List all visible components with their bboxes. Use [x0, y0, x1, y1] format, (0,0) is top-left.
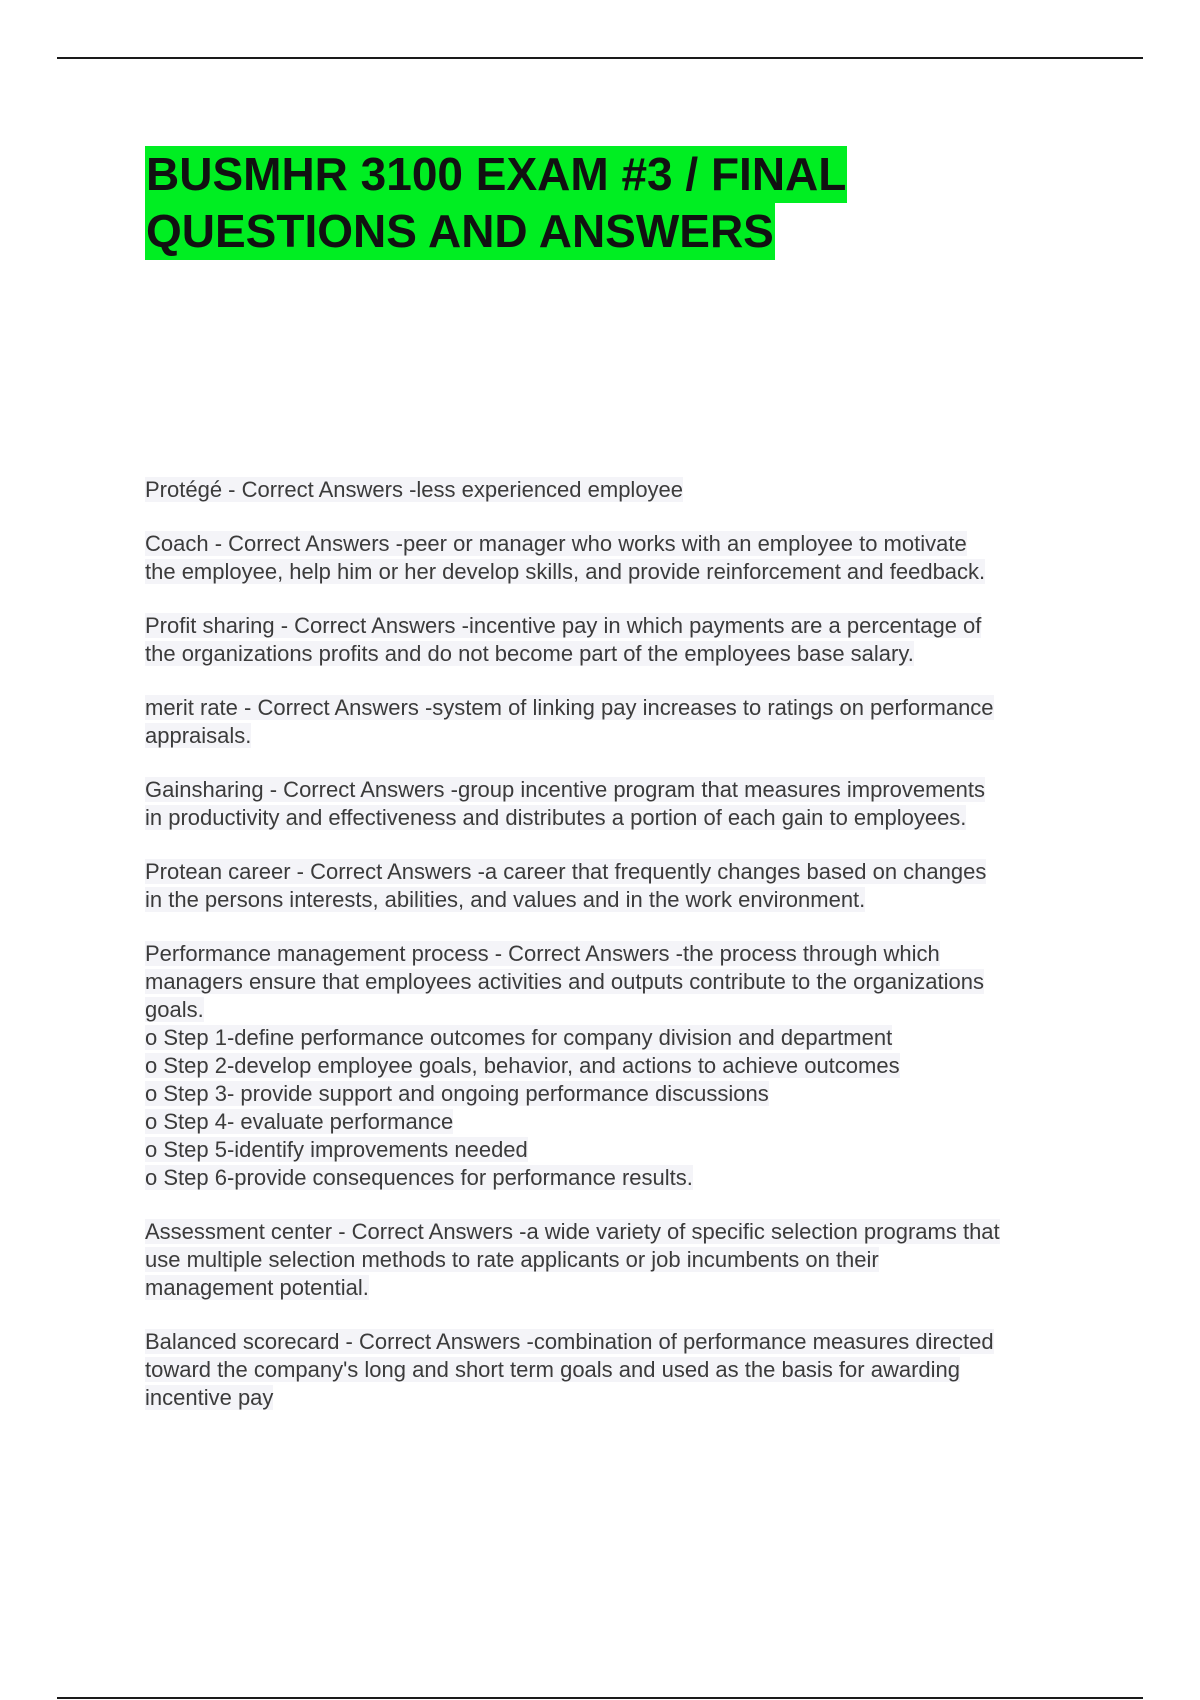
- qa-line-text: Assessment center - Correct Answers -a wide variety of specific selection programs that: [145, 1219, 1000, 1244]
- qa-line-text: Profit sharing - Correct Answers -incentive pay in which payments are a percentage of: [145, 613, 982, 638]
- title-line-2: QUESTIONS AND ANSWERS: [145, 203, 775, 260]
- qa-line: [145, 612, 1095, 640]
- qa-entry: [145, 858, 1095, 914]
- qa-line: [145, 940, 1095, 968]
- qa-line-text: Balanced scorecard - Correct Answers -combination of performance measures directed: [145, 1329, 994, 1354]
- qa-entry: [145, 476, 1095, 504]
- qa-line: [145, 1080, 1095, 1108]
- qa-entry: [145, 940, 1095, 1192]
- qa-line: [145, 1274, 1095, 1302]
- qa-line-text: merit rate - Correct Answers -system of linking pay increases to ratings on performance: [145, 695, 994, 720]
- qa-list: [145, 476, 1095, 1438]
- qa-line: [145, 1052, 1095, 1080]
- qa-line-text: Gainsharing - Correct Answers -group incentive program that measures improvements: [145, 777, 986, 802]
- qa-line-text: the employee, help him or her develop skills, and provide reinforcement and feedback.: [145, 559, 986, 584]
- qa-line: [145, 694, 1095, 722]
- qa-line-text: o Step 3- provide support and ongoing performance discussions: [145, 1081, 769, 1106]
- qa-line-text: goals.: [145, 997, 204, 1022]
- qa-line: [145, 886, 1095, 914]
- qa-line-text: Protégé - Correct Answers -less experienced employee: [145, 477, 684, 502]
- qa-line-text: o Step 5-identify improvements needed: [145, 1137, 528, 1162]
- qa-line: [145, 1024, 1095, 1052]
- qa-entry: [145, 694, 1095, 750]
- qa-line: [145, 722, 1095, 750]
- qa-line: [145, 858, 1095, 886]
- qa-line-text: o Step 1-define performance outcomes for company division and department: [145, 1025, 893, 1050]
- qa-line: [145, 1384, 1095, 1412]
- qa-line: [145, 530, 1095, 558]
- qa-line: [145, 558, 1095, 586]
- qa-line-text: toward the company's long and short term goals and used as the basis for awarding: [145, 1357, 960, 1382]
- qa-line: [145, 996, 1095, 1024]
- qa-line-text: management potential.: [145, 1275, 369, 1300]
- qa-line: [145, 1136, 1095, 1164]
- qa-line-text: Coach - Correct Answers -peer or manager who works with an employee to motivate: [145, 531, 967, 556]
- qa-line: [145, 1356, 1095, 1384]
- qa-line-text: managers ensure that employees activities and outputs contribute to the organizations: [145, 969, 984, 994]
- qa-line-text: Performance management process - Correct Answers -the process through which: [145, 941, 940, 966]
- qa-line: [145, 804, 1095, 832]
- bottom-rule: [57, 1697, 1143, 1699]
- qa-entry: [145, 1218, 1095, 1302]
- document-title: [145, 146, 1105, 260]
- qa-line: [145, 1218, 1095, 1246]
- qa-line-text: in the persons interests, abilities, and values and in the work environment.: [145, 887, 866, 912]
- qa-line-text: o Step 4- evaluate performance: [145, 1109, 454, 1134]
- qa-line: [145, 1246, 1095, 1274]
- qa-line-text: in productivity and effectiveness and distributes a portion of each gain to employees.: [145, 805, 967, 830]
- top-rule: [57, 57, 1143, 59]
- qa-line: [145, 1164, 1095, 1192]
- title-line-1: BUSMHR 3100 EXAM #3 / FINAL: [145, 146, 847, 203]
- qa-entry: [145, 530, 1095, 586]
- qa-line: [145, 476, 1095, 504]
- qa-entry: [145, 612, 1095, 668]
- qa-line-text: the organizations profits and do not become part of the employees base salary.: [145, 641, 914, 666]
- qa-line-text: Protean career - Correct Answers -a career that frequently changes based on changes: [145, 859, 987, 884]
- qa-line-text: incentive pay: [145, 1385, 274, 1410]
- qa-line-text: o Step 2-develop employee goals, behavior, and actions to achieve outcomes: [145, 1053, 900, 1078]
- qa-line: [145, 1108, 1095, 1136]
- qa-line-text: use multiple selection methods to rate applicants or job incumbents on their: [145, 1247, 879, 1272]
- qa-line-text: appraisals.: [145, 723, 252, 748]
- qa-line: [145, 1328, 1095, 1356]
- qa-line-text: o Step 6-provide consequences for performance results.: [145, 1165, 693, 1190]
- qa-line: [145, 968, 1095, 996]
- qa-entry: [145, 1328, 1095, 1412]
- qa-line: [145, 640, 1095, 668]
- qa-entry: [145, 776, 1095, 832]
- qa-line: [145, 776, 1095, 804]
